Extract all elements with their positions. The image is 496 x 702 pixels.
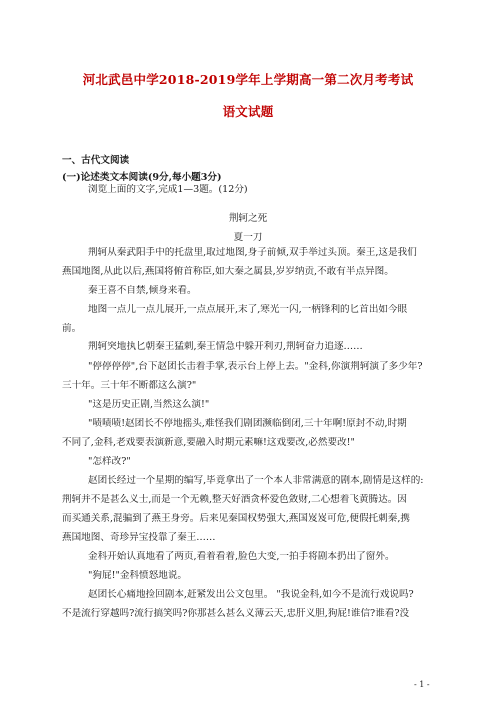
paragraph-line: "停停停停",台下赵团长击着手掌,表示台上停上去。"金科,你演荆轲演了多少年? (88, 361, 423, 372)
paragraph-line: 金科开始认真地看了两页,看着看着,脸色大变,一拍手将剧本扔出了窗外。 (88, 551, 395, 562)
paragraph-line: 前。 (62, 323, 82, 334)
paragraph-line: 燕国地图,从此以后,燕国将俯首称臣,如大秦之属县,岁岁纳贡,不敢有半点异图。 (62, 266, 394, 277)
paragraph-line: 荆轲并不是甚么义士,而是一个无赖,整天好酒贪杯爱色敛财,二心想着飞黄腾达。因 (62, 494, 407, 505)
exam-subtitle: 语文试题 (222, 104, 274, 119)
paragraph-line: 不同了,金科,老戏要表演新意,要融入时期元素嘛!这戏要改,必然要改!" (62, 437, 355, 448)
paragraph-line: 地图一点儿一点儿展开,一点点展开,末了,寒光一闪,一柄锋利的匕首出如今眼 (88, 304, 408, 315)
paragraph-line: 燕国地图、奇珍异宝投靠了秦王…… (62, 532, 216, 543)
story-author: 夏一刀 (233, 232, 263, 243)
paragraph-line: "怎样改?" (88, 456, 131, 467)
paragraph-line: 荆轲突地执匕朝秦王猛刺,秦王情急中躲开利刃,荆轲奋力追逐…… (88, 341, 363, 352)
paragraph-line: 赵团长经过一个星期的编写,毕竟拿出了一个本人非常满意的剧本,剧情是这样的: (88, 475, 424, 486)
paragraph-line: 秦王喜不自禁,倾身来看。 (88, 285, 197, 296)
paragraph-line: "啧啧啧!赵团长不停地摇头,难怪我们剧团濒临倒闭,三十年啊!原封不动,时期 (88, 418, 407, 429)
paragraph-line: "这是历史正剧,当然这么演!" (88, 399, 210, 410)
section-heading: 一、古代文阅读 (62, 155, 130, 166)
paragraph-line: 荆轲从秦武阳手中的托盘里,取过地图,身子前倾,双手举过头顶。秦王,这是我们 (88, 247, 417, 258)
paragraph-line: 而买通关系,混骗到了燕王身旁。后来见秦国权势强大,燕国岌岌可危,便假托刺秦,携 (62, 513, 410, 524)
page-number: - 1 - (414, 680, 430, 689)
paragraph-line: 赵团长心痛地捡回剧本,赶紧发出公文包里。 "我说金科,如今不是流行戏说吗? (88, 589, 414, 600)
instruction: 浏览上面的文字,完成1—3题。(12分) (88, 184, 248, 195)
subsection-heading: (一)论述类文本阅读(9分,每小题3分) (62, 172, 222, 183)
paragraph-line: 三十年。三十年不断都这么演?" (62, 380, 197, 391)
exam-title: 河北武邑中学2018-2019学年上学期高一第二次月考考试 (82, 72, 414, 87)
story-title: 荆轲之死 (228, 213, 268, 224)
paragraph-line: "狗屁!"金科愤怒地说。 (88, 570, 188, 581)
paragraph-line: 不是流行穿越吗?流行搞笑吗?你那甚么甚么义薄云天,忠肝义胆,狗屁!谁信?谁看?没 (62, 608, 410, 619)
